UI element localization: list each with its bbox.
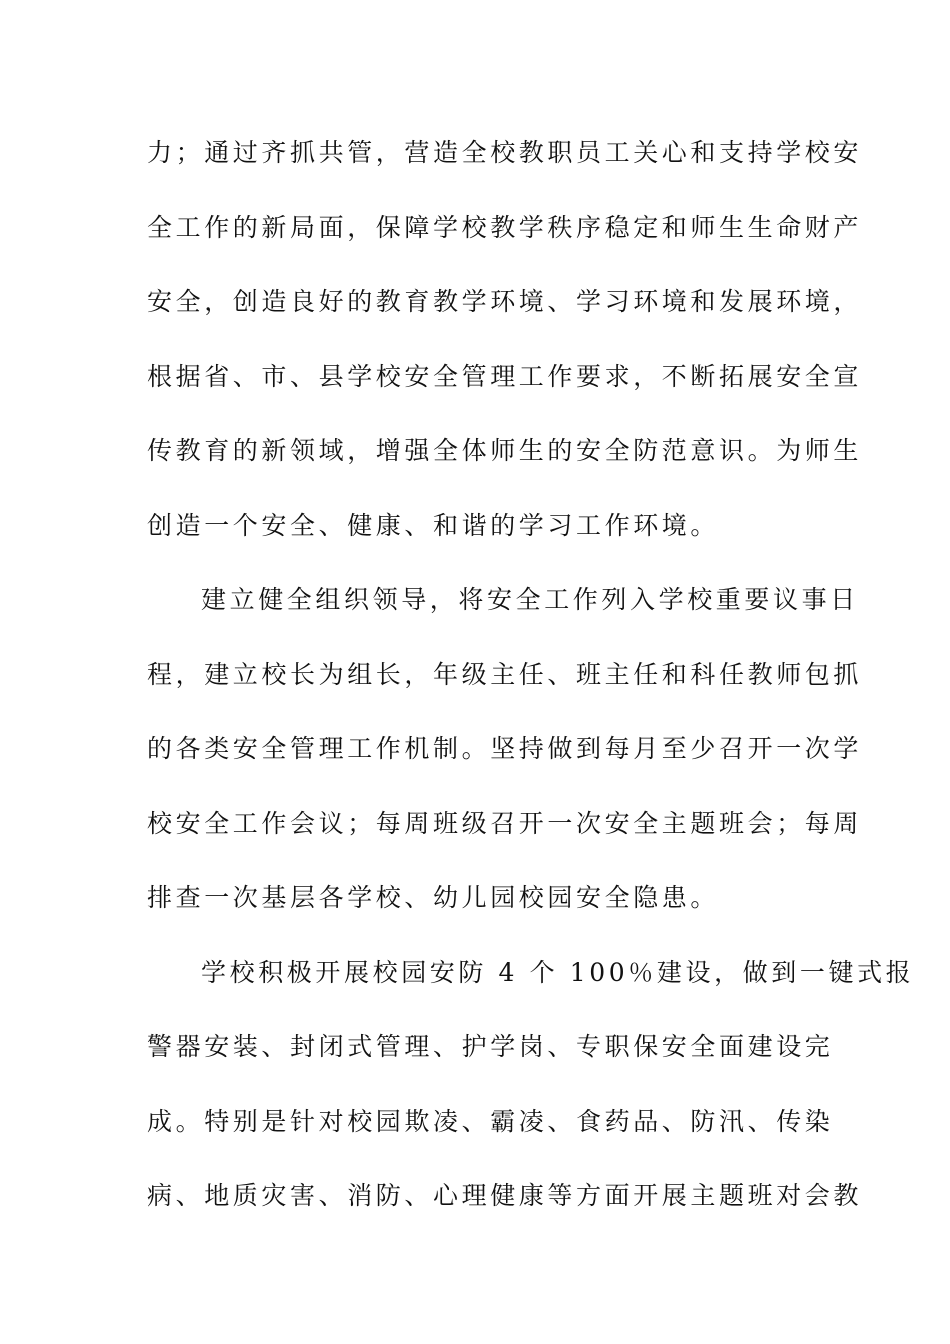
text-line: 传教育的新领域，增强全体师生的安全防范意识。为师生	[147, 436, 863, 465]
text-line: 程，建立校长为组长，年级主任、班主任和科任教师包抓	[147, 659, 863, 689]
text-line: 安全，创造良好的教育教学环境、学习环境和发展环境，	[147, 287, 863, 316]
paragraph-first-line: 学校积极开展校园安防 4 个 100％建设，做到一键式报	[201, 957, 915, 987]
text-line: 成。特别是针对校园欺凌、霸凌、食药品、防汛、传染	[147, 1106, 834, 1136]
text-line: 力；通过齐抓共管，营造全校教职员工关心和支持学校安	[147, 138, 863, 167]
text-line: 全工作的新局面，保障学校教学秩序稳定和师生生命财产	[147, 212, 863, 242]
text-line: 的各类安全管理工作机制。坚持做到每月至少召开一次学	[147, 734, 863, 763]
text-line: 校安全工作会议；每周班级召开一次安全主题班会；每周	[147, 808, 863, 838]
paragraph-first-line: 建立健全组织领导，将安全工作列入学校重要议事日	[201, 585, 859, 614]
text-line: 警器安装、封闭式管理、护学岗、专职保安全面建设完	[147, 1032, 834, 1061]
text-line: 病、地质灾害、消防、心理健康等方面开展主题班对会教	[147, 1181, 863, 1210]
text-line: 排查一次基层各学校、幼儿园校园安全隐患。	[147, 883, 720, 912]
document-body	[147, 133, 915, 1251]
text-line: 创造一个安全、健康、和谐的学习工作环境。	[147, 510, 720, 540]
text-line: 根据省、市、县学校安全管理工作要求，不断拓展安全宣	[147, 361, 863, 391]
